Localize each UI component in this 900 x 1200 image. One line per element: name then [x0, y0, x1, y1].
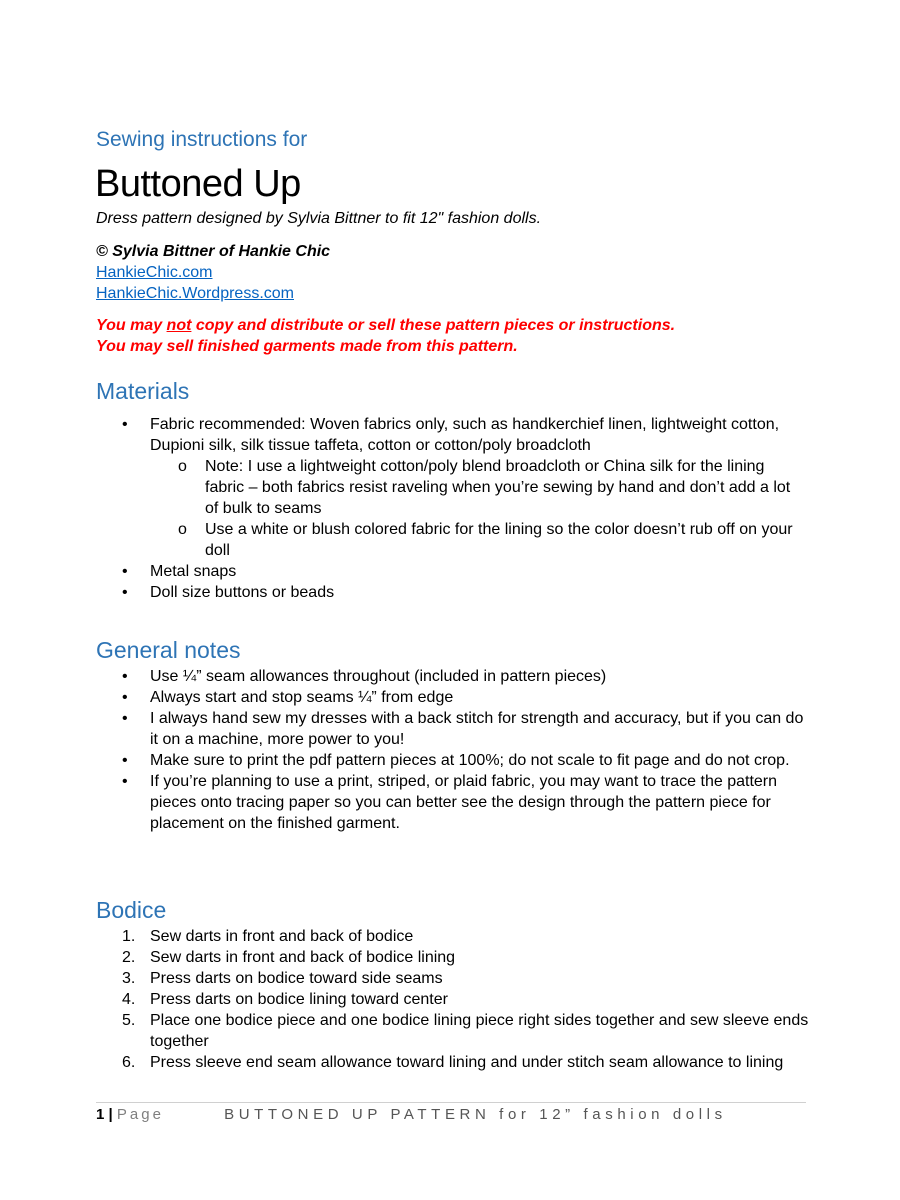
- list-item-text: If you’re planning to use a print, striped, or plaid fabric, you may want to trace the pattern pieces onto tracing paper so you can better see the design through the pattern piece for placement on the finished garment.: [150, 773, 778, 832]
- page-label: Page: [116, 1106, 164, 1123]
- bullet-icon: •: [122, 689, 128, 706]
- materials-heading: Materials: [96, 378, 190, 404]
- step-number: 2.: [122, 949, 136, 966]
- sub-bullet-icon: o: [178, 521, 187, 538]
- link-hankiechic-wordpress[interactable]: HankieChic.Wordpress.com: [96, 285, 294, 302]
- general-notes-heading: General notes: [96, 637, 241, 663]
- list-item: [0, 687, 810, 708]
- bullet-icon: •: [122, 584, 128, 601]
- footer-text: BUTTONED UP PATTERN for 12” fashion dolls: [224, 1106, 727, 1123]
- list-item-text: I always hand sew my dresses with a back stitch for strength and accuracy, but if you can do it on a machine, more power to you!: [150, 710, 804, 748]
- copy-warning: [96, 317, 675, 335]
- footer-separator: |: [108, 1106, 113, 1123]
- page-number: 1: [96, 1106, 105, 1123]
- document-subtitle: Sewing instructions for: [96, 128, 308, 151]
- footer-divider: [96, 1102, 806, 1103]
- list-item: [0, 456, 805, 519]
- bullet-icon: •: [122, 710, 128, 727]
- bullet-icon: •: [122, 416, 128, 433]
- sell-permission: You may sell finished garments made from this pattern.: [96, 338, 518, 355]
- list-item-text: Doll size buttons or beads: [150, 584, 335, 601]
- step-number: 3.: [122, 970, 136, 987]
- list-item-text: Press darts on bodice toward side seams: [150, 970, 443, 987]
- bodice-heading: Bodice: [96, 897, 167, 923]
- list-item: [0, 519, 805, 561]
- step-number: 5.: [122, 1012, 136, 1029]
- list-item-text: Note: I use a lightweight cotton/poly blend broadcloth or China silk for the lining fabric – both fabrics resist raveling when you’re sewing by hand and don’t add a lot of bulk to seams: [205, 458, 791, 517]
- copy-warning-emphasis: not: [166, 317, 192, 334]
- list-item-text: Use ¼” seam allowances throughout (included in pattern pieces): [150, 668, 607, 685]
- general-notes-list: [0, 666, 810, 834]
- step-number: 6.: [122, 1054, 136, 1071]
- bullet-icon: •: [122, 752, 128, 769]
- list-item: [0, 582, 810, 603]
- list-item: [0, 666, 810, 687]
- list-item-text: Press darts on bodice lining toward center: [150, 991, 448, 1008]
- sub-bullet-icon: o: [178, 458, 187, 475]
- list-item-text: Make sure to print the pdf pattern pieces at 100%; do not scale to fit page and do not crop.: [150, 752, 790, 769]
- list-item-text: Press sleeve end seam allowance toward lining and under stitch seam allowance to lining: [150, 1054, 784, 1071]
- bullet-icon: •: [122, 773, 128, 790]
- list-item: [0, 561, 810, 582]
- list-item: [0, 947, 810, 968]
- list-item-text: Sew darts in front and back of bodice: [150, 928, 414, 945]
- copy-warning-post: copy and distribute or sell these pattern pieces or instructions.: [191, 317, 676, 334]
- copyright-notice: © Sylvia Bittner of Hankie Chic: [96, 243, 331, 260]
- document-title: Buttoned Up: [95, 163, 301, 205]
- step-number: 1.: [122, 928, 136, 945]
- list-item-text: Use a white or blush colored fabric for the lining so the color doesn’t rub off on your doll: [205, 521, 793, 559]
- step-number: 4.: [122, 991, 136, 1008]
- materials-list: [0, 414, 810, 603]
- list-item-text: Sew darts in front and back of bodice lining: [150, 949, 456, 966]
- list-item-text: Metal snaps: [150, 563, 237, 580]
- list-item: [0, 926, 810, 947]
- list-item: [0, 750, 810, 771]
- list-item: [0, 1052, 810, 1073]
- list-item: [0, 968, 810, 989]
- list-item: [0, 1010, 810, 1052]
- list-item: [0, 708, 810, 750]
- list-item: [0, 771, 810, 834]
- copy-warning-pre: You may: [96, 317, 167, 334]
- bullet-icon: •: [122, 563, 128, 580]
- link-hankiechic[interactable]: HankieChic.com: [96, 264, 213, 281]
- list-item: [0, 989, 810, 1010]
- page-footer: [96, 1106, 727, 1123]
- list-item-text: Fabric recommended: Woven fabrics only, such as handkerchief linen, lightweight cotton, Dupioni silk, silk tissue taffeta, cotton or cotton/poly broadcloth: [150, 416, 780, 454]
- list-item-text: Place one bodice piece and one bodice lining piece right sides together and sew sleeve ends together: [150, 1012, 809, 1050]
- list-item: [0, 414, 810, 456]
- list-item-text: Always start and stop seams ¼” from edge: [150, 689, 454, 706]
- bodice-steps-list: [0, 926, 810, 1073]
- bullet-icon: •: [122, 668, 128, 685]
- byline: Dress pattern designed by Sylvia Bittner to fit 12" fashion dolls.: [96, 210, 542, 227]
